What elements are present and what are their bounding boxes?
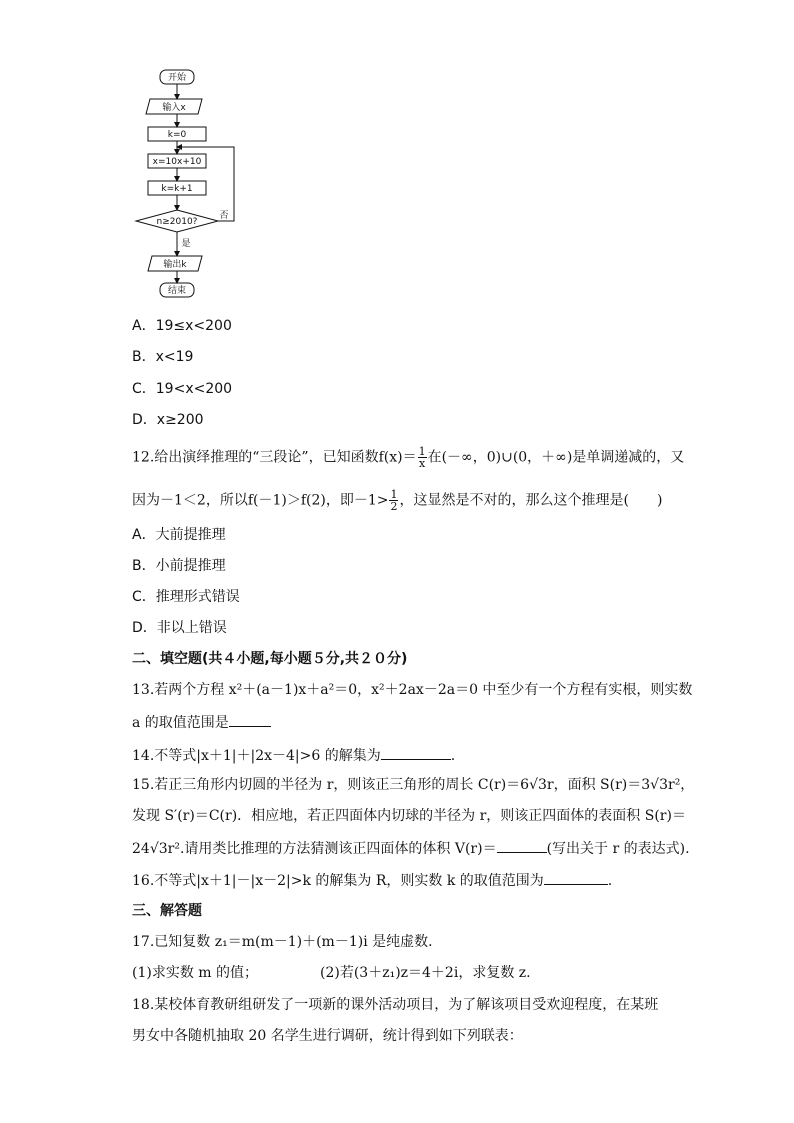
q11-option-a: A．19≤x<200 — [132, 318, 232, 334]
q15-line2: 发现 S′(r)＝C(r)．相应地，若正四面体内切球的半径为 r，则该正四面体的表面积 S(r)＝ — [132, 808, 686, 824]
q18-line2: 男女中各随机抽取 20 名学生进行调研，统计得到如下列联表： — [132, 1028, 523, 1044]
q17-part2: (2)若(3＋z₁)z＝4＋2i，求复数 z. — [320, 965, 531, 981]
q12-line2 — [132, 489, 662, 512]
q13-line2: a 的取值范围是 — [132, 712, 271, 732]
q12-option-c: C．推理形式错误 — [132, 589, 240, 605]
q15-line1: 15.若正三角形内切圆的半径为 r，则该正三角形的周长 C(r)＝6√3r，面积 S(r)＝3√3r²， — [132, 777, 695, 793]
flow-input-text: 输入x — [162, 103, 186, 113]
flow-init-text: k=0 — [167, 130, 187, 140]
flow-output-text: 输出k — [163, 260, 187, 270]
q12-line1-b: 在(－∞，0)∪(0，＋∞)是单调递减的，又 — [427, 449, 685, 466]
flow-step2-text: k=k+1 — [161, 184, 193, 194]
q12-line2-a: 因为－1＜2，所以f(－1)＞f(2)，即－1> — [132, 492, 389, 509]
flow-condition-text: n≥2010? — [156, 217, 198, 227]
q12-option-d: D．非以上错误 — [132, 620, 227, 636]
flow-no-label: 否 — [219, 211, 229, 221]
q12-line2-b: ，这显然是不对的，那么这个推理是( ) — [399, 492, 663, 509]
q12-fraction-2: $\frac{1}{2}$ — [390, 488, 398, 513]
section3-title: 三、解答题 — [132, 903, 202, 919]
flow-yes-label: 是 — [181, 239, 191, 249]
q11-option-d: D．x≥200 — [132, 412, 204, 428]
q16-line: 16.不等式|x＋1|－|x－2|>k 的解集为 R，则实数 k 的取值范围为 . — [132, 870, 612, 890]
q18-line1: 18.某校体育教研组研发了一项新的课外活动项目，为了解该项目受欢迎程度，在某班 — [132, 997, 659, 1013]
flow-end-text: 结束 — [167, 286, 187, 296]
q13-answer-blank[interactable] — [229, 712, 271, 727]
q12-line1 — [132, 446, 684, 469]
flow-step1-text: x=10x+10 — [152, 157, 202, 167]
q11-option-c: C．19<x<200 — [132, 381, 233, 397]
q15-answer-blank[interactable] — [497, 838, 547, 853]
q12-option-b: B．小前提推理 — [132, 558, 226, 574]
q17-line1: 17.已知复数 z₁＝m(m－1)＋(m－1)i 是纯虚数． — [132, 934, 443, 950]
section2-title: 二、填空题(共４小题,每小题５分,共２０分) — [132, 651, 408, 667]
q11-option-b: B．x<19 — [132, 349, 194, 365]
q14-line: 14.不等式|x＋1|＋|2x－4|>6 的解集为 . — [132, 745, 455, 765]
flowchart — [132, 66, 252, 302]
q17-part1: (1)求实数 m 的值； — [132, 965, 259, 981]
q12-fraction-1: $\frac{1}{x}$ — [418, 445, 426, 470]
q16-answer-blank[interactable] — [544, 870, 608, 885]
q14-answer-blank[interactable] — [381, 745, 451, 760]
q13-line1: 13.若两个方程 x²＋(a－1)x＋a²＝0，x²＋2ax－2a＝0 中至少有一个方程有实根，则实数 — [132, 682, 693, 698]
q12-line1-a: 12.给出演绎推理的“三段论”，已知函数f(x)＝ — [132, 449, 417, 466]
q15-line3: 24√3r².请用类比推理的方法猜测该正四面体的体积 V(r)＝ (写出关于 r 的表达式). — [132, 838, 690, 858]
flow-start-text: 开始 — [167, 73, 187, 83]
q12-option-a: A．大前提推理 — [132, 527, 226, 543]
